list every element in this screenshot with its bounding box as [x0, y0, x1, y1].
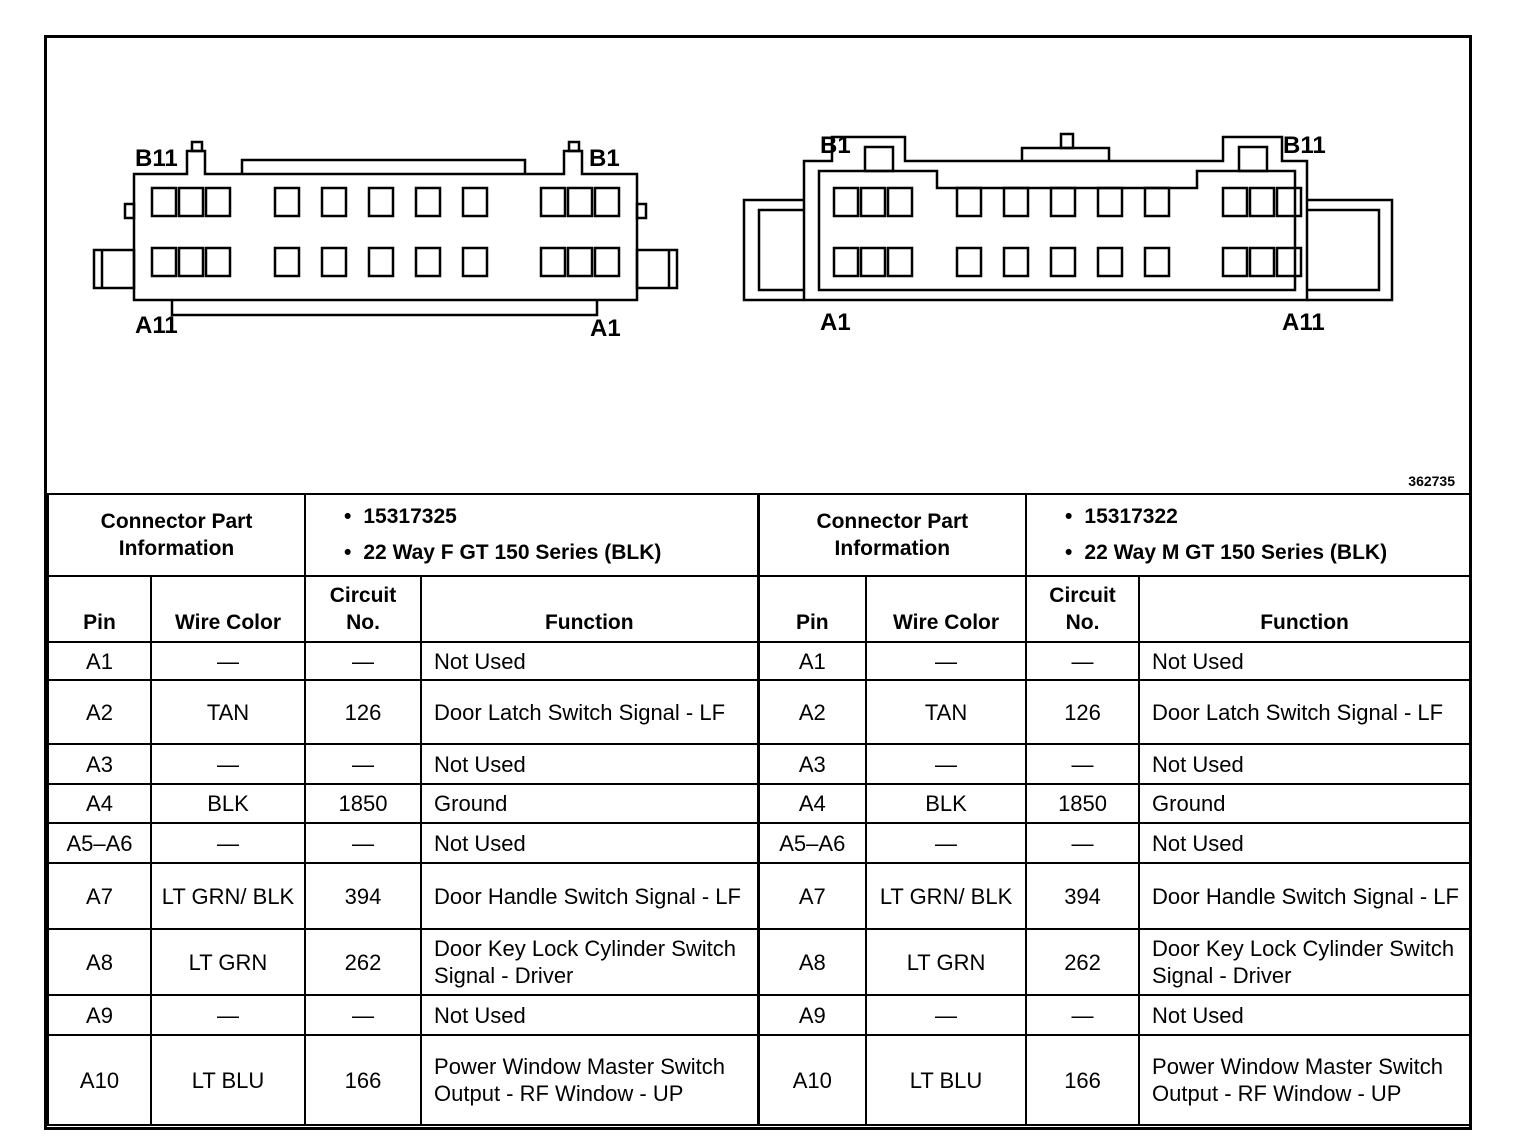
terminal-cavity — [1004, 188, 1028, 216]
circuit-no-cell: — — [305, 642, 421, 680]
terminal-cavity — [463, 188, 487, 216]
column-header-row — [48, 576, 1470, 642]
wire-color-cell: — — [866, 823, 1026, 863]
header-pin-2: Pin — [758, 576, 866, 642]
table-row — [48, 784, 1470, 823]
connector-part-info-label-1: Connector Part Information — [48, 494, 305, 576]
terminal-cavity — [322, 188, 346, 216]
terminal-cavity — [888, 248, 912, 276]
part-number-2: • 15317322 — [1065, 499, 1463, 535]
wire-color-cell: BLK — [866, 784, 1026, 823]
terminal-cavity — [595, 188, 619, 216]
pin-cell: A5–A6 — [758, 823, 866, 863]
function-cell: Ground — [421, 784, 758, 823]
wire-color-cell: LT BLU — [866, 1035, 1026, 1125]
table-row — [48, 642, 1470, 680]
table-row — [48, 1035, 1470, 1125]
terminal-cavity — [568, 248, 592, 276]
pin-cell: A5–A6 — [48, 823, 151, 863]
pin-cell: A4 — [48, 784, 151, 823]
circuit-no-cell: — — [1026, 744, 1139, 784]
function-cell: Not Used — [1139, 744, 1470, 784]
terminal-cavity — [888, 188, 912, 216]
circuit-no-cell: — — [305, 995, 421, 1035]
connector-drawings-svg — [47, 38, 1469, 493]
terminal-cavity — [568, 188, 592, 216]
circuit-no-cell: 126 — [1026, 680, 1139, 744]
pin-label-a1-male: A1 — [820, 309, 851, 336]
function-cell: Door Handle Switch Signal - LF — [421, 863, 758, 929]
pin-cell: A2 — [48, 680, 151, 744]
pin-cell: A9 — [758, 995, 866, 1035]
function-cell: Not Used — [421, 995, 758, 1035]
function-cell: Not Used — [1139, 823, 1470, 863]
terminal-cavity — [1277, 188, 1301, 216]
wire-color-cell: — — [151, 744, 305, 784]
header-wire-color-2: Wire Color — [866, 576, 1026, 642]
terminal-cavity — [1098, 248, 1122, 276]
pin-label-b11-male: B11 — [1283, 132, 1326, 159]
pin-label-b11-female: B11 — [135, 145, 178, 172]
wire-color-cell: — — [151, 642, 305, 680]
terminal-cavity — [179, 248, 203, 276]
function-cell: Door Key Lock Cylinder Switch Signal - Driver — [1139, 929, 1470, 995]
table-row — [48, 823, 1470, 863]
terminal-cavity — [1223, 188, 1247, 216]
function-cell: Door Key Lock Cylinder Switch Signal - Driver — [421, 929, 758, 995]
pin-cell: A10 — [758, 1035, 866, 1125]
connector-drawing-area — [47, 38, 1469, 493]
part-description-2: • 22 Way M GT 150 Series (BLK) — [1065, 535, 1463, 571]
terminal-cavity — [322, 248, 346, 276]
wire-color-cell: LT GRN/ BLK — [151, 863, 305, 929]
circuit-no-cell: 394 — [1026, 863, 1139, 929]
terminal-cavity — [957, 188, 981, 216]
terminal-cavity — [416, 248, 440, 276]
terminal-cavity — [957, 248, 981, 276]
circuit-no-cell: 1850 — [305, 784, 421, 823]
connector-part-details-2 — [1026, 494, 1470, 576]
circuit-no-cell: 1850 — [1026, 784, 1139, 823]
pin-cell: A3 — [48, 744, 151, 784]
terminal-cavity — [206, 248, 230, 276]
circuit-no-cell: — — [1026, 995, 1139, 1035]
terminal-cavity — [1051, 248, 1075, 276]
circuit-no-cell: 262 — [1026, 929, 1139, 995]
circuit-no-cell: 166 — [1026, 1035, 1139, 1125]
function-cell: Ground — [1139, 784, 1470, 823]
terminal-cavity — [416, 188, 440, 216]
pin-cell: A2 — [758, 680, 866, 744]
function-cell: Not Used — [1139, 642, 1470, 680]
table-row — [48, 995, 1470, 1035]
terminal-cavity — [1098, 188, 1122, 216]
function-cell: Door Handle Switch Signal - LF — [1139, 863, 1470, 929]
terminal-cavity — [1051, 188, 1075, 216]
connector-info-table — [47, 493, 1471, 1126]
function-cell: Not Used — [1139, 995, 1470, 1035]
wire-color-cell: — — [866, 744, 1026, 784]
wire-color-cell: TAN — [151, 680, 305, 744]
terminal-cavity — [834, 188, 858, 216]
wire-color-cell: LT GRN/ BLK — [866, 863, 1026, 929]
wire-color-cell: TAN — [866, 680, 1026, 744]
terminal-cavity — [1004, 248, 1028, 276]
circuit-no-cell: — — [305, 823, 421, 863]
wire-color-cell: LT BLU — [151, 1035, 305, 1125]
wire-color-cell: — — [151, 995, 305, 1035]
terminal-cavity — [861, 188, 885, 216]
header-function-1: Function — [421, 576, 758, 642]
terminal-cavity — [1145, 188, 1169, 216]
pin-cell: A3 — [758, 744, 866, 784]
terminal-cavity — [152, 248, 176, 276]
terminal-cavity — [1145, 248, 1169, 276]
circuit-no-cell: — — [1026, 642, 1139, 680]
function-cell: Not Used — [421, 823, 758, 863]
pin-label-a11-male: A11 — [1282, 309, 1325, 336]
pin-cell: A8 — [758, 929, 866, 995]
table-row — [48, 680, 1470, 744]
part-number-1: • 15317325 — [344, 499, 751, 535]
pin-cell: A8 — [48, 929, 151, 995]
function-cell: Not Used — [421, 642, 758, 680]
pin-label-b1-female: B1 — [589, 145, 620, 172]
connector-part-info-label-2: Connector Part Information — [758, 494, 1026, 576]
wire-color-cell: — — [866, 642, 1026, 680]
pin-cell: A9 — [48, 995, 151, 1035]
terminal-cavity — [369, 188, 393, 216]
circuit-no-cell: 166 — [305, 1035, 421, 1125]
header-circuit-no-2: Circuit No. — [1026, 576, 1139, 642]
terminal-cavity — [1250, 248, 1274, 276]
terminal-cavity — [541, 248, 565, 276]
function-cell: Power Window Master Switch Output - RF Window - UP — [1139, 1035, 1470, 1125]
pin-label-b1-male: B1 — [820, 132, 851, 159]
terminal-cavity — [861, 248, 885, 276]
table-row — [48, 929, 1470, 995]
terminal-cavity — [1277, 248, 1301, 276]
terminal-cavity — [1223, 248, 1247, 276]
function-cell: Power Window Master Switch Output - RF Window - UP — [421, 1035, 758, 1125]
header-function-2: Function — [1139, 576, 1470, 642]
function-cell: Door Latch Switch Signal - LF — [1139, 680, 1470, 744]
terminal-cavity — [834, 248, 858, 276]
wire-color-cell: BLK — [151, 784, 305, 823]
terminal-cavity — [1250, 188, 1274, 216]
table-row — [48, 744, 1470, 784]
circuit-no-cell: 126 — [305, 680, 421, 744]
pin-cell: A1 — [758, 642, 866, 680]
terminal-cavity — [369, 248, 393, 276]
pin-cell: A1 — [48, 642, 151, 680]
table-row — [48, 863, 1470, 929]
wire-color-cell: LT GRN — [866, 929, 1026, 995]
wire-color-cell: LT GRN — [151, 929, 305, 995]
wire-color-cell: — — [151, 823, 305, 863]
circuit-no-cell: 394 — [305, 863, 421, 929]
diagram-frame — [44, 35, 1472, 1130]
pin-cell: A10 — [48, 1035, 151, 1125]
function-cell: Not Used — [421, 744, 758, 784]
figure-id: 362735 — [1408, 473, 1455, 489]
terminal-cavity — [275, 248, 299, 276]
connector-part-details-1 — [305, 494, 758, 576]
terminal-cavity — [463, 248, 487, 276]
circuit-no-cell: — — [305, 744, 421, 784]
pin-label-a1-female: A1 — [590, 315, 621, 342]
header-wire-color-1: Wire Color — [151, 576, 305, 642]
wire-color-cell: — — [866, 995, 1026, 1035]
header-pin-1: Pin — [48, 576, 151, 642]
pin-cell: A7 — [48, 863, 151, 929]
pin-label-a11-female: A11 — [135, 312, 178, 339]
circuit-no-cell: — — [1026, 823, 1139, 863]
terminal-cavity — [275, 188, 299, 216]
header-circuit-no-1: Circuit No. — [305, 576, 421, 642]
connector-part-row — [48, 494, 1470, 576]
terminal-cavity — [541, 188, 565, 216]
terminal-cavity — [179, 188, 203, 216]
part-description-1: • 22 Way F GT 150 Series (BLK) — [344, 535, 751, 571]
pin-cell: A7 — [758, 863, 866, 929]
pin-cell: A4 — [758, 784, 866, 823]
terminal-cavity — [206, 188, 230, 216]
circuit-no-cell: 262 — [305, 929, 421, 995]
terminal-cavity — [595, 248, 619, 276]
terminal-cavity — [152, 188, 176, 216]
function-cell: Door Latch Switch Signal - LF — [421, 680, 758, 744]
